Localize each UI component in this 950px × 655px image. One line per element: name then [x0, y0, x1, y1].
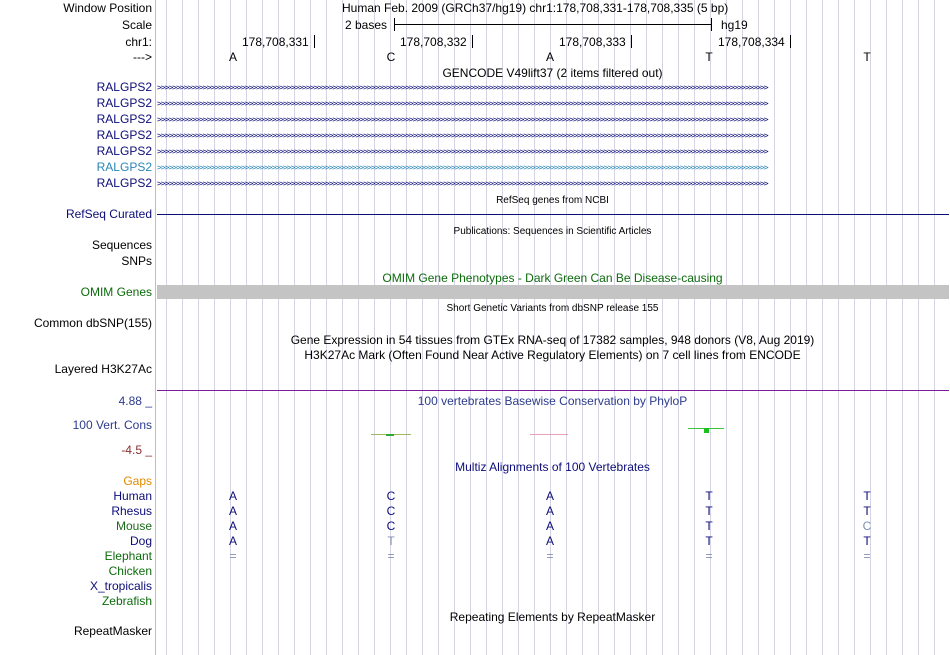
species-label: Mouse — [115, 519, 152, 533]
gencode-transcript-line[interactable]: >>>>>>>>>>>>>>>>>>>>>>>>>>>>>>>>>>>>>>>>>>>>>>>>>>>>>>>>>>>>>>>>>>>>>>>>>>>>>>>>>>>>>>>>>>>>>>>>>>>>>>>>>>>>>>>>>>>>>>>>>>>>>>>>>>>>>>>>>>>>>>>>>>>>>>>>>>>>>>>> — [157, 115, 768, 124]
alignment-base: = — [387, 549, 395, 563]
alignment-base: T — [863, 489, 871, 503]
h3k27ac-baseline — [157, 390, 949, 391]
chrom-label: chr1: — [125, 35, 152, 49]
alignment-base: A — [228, 534, 237, 548]
repeatmasker-track-label[interactable]: RepeatMasker — [73, 624, 152, 638]
species-label: Dog — [129, 534, 152, 548]
refseq-track-title: RefSeq genes from NCBI — [496, 195, 609, 206]
alignment-base: T — [387, 534, 395, 548]
alignment-base: T — [705, 534, 713, 548]
alignment-base: A — [228, 489, 237, 503]
species-label: Elephant — [104, 549, 152, 563]
scale-bar-left-tick — [394, 18, 395, 31]
alignment-base: T — [863, 504, 871, 518]
alignment-base: T — [705, 519, 713, 533]
alignment-base: = — [705, 549, 713, 563]
gencode-item-label[interactable]: RALGPS2 — [96, 144, 152, 158]
window-position-label: Window Position — [63, 1, 152, 15]
omim-feature-bar[interactable] — [157, 285, 949, 299]
scale-bar-right-tick — [711, 18, 712, 31]
alignment-base: C — [386, 519, 396, 533]
alignment-base: T — [705, 504, 713, 518]
h3k27ac-track-title: H3K27Ac Mark (Often Found Near Active Regulatory Elements) on 7 cell lines from ENCODE — [304, 348, 801, 362]
gencode-transcript-line[interactable]: >>>>>>>>>>>>>>>>>>>>>>>>>>>>>>>>>>>>>>>>>>>>>>>>>>>>>>>>>>>>>>>>>>>>>>>>>>>>>>>>>>>>>>>>>>>>>>>>>>>>>>>>>>>>>>>>>>>>>>>>>>>>>>>>>>>>>>>>>>>>>>>>>>>>>>>>>>>>>>>> — [157, 179, 768, 188]
alignment-base: A — [545, 534, 554, 548]
gtex-track-title: Gene Expression in 54 tissues from GTEx RNA-seq of 17382 samples, 948 donors (V8, Aug 2019) — [290, 333, 815, 347]
snps-track-label[interactable]: SNPs — [121, 254, 152, 268]
refseq-track-label[interactable]: RefSeq Curated — [65, 207, 152, 221]
ref-base: A — [545, 50, 554, 64]
gencode-item-label[interactable]: RALGPS2 — [96, 160, 152, 174]
sequences-track-label[interactable]: Sequences — [91, 238, 152, 252]
multiz-track-title: Multiz Alignments of 100 Vertebrates — [455, 460, 650, 474]
gencode-item-label[interactable]: RALGPS2 — [96, 96, 152, 110]
ref-base: A — [228, 50, 237, 64]
scale-assembly: hg19 — [721, 18, 748, 32]
gencode-transcript-line[interactable]: >>>>>>>>>>>>>>>>>>>>>>>>>>>>>>>>>>>>>>>>>>>>>>>>>>>>>>>>>>>>>>>>>>>>>>>>>>>>>>>>>>>>>>>>>>>>>>>>>>>>>>>>>>>>>>>>>>>>>>>>>>>>>>>>>>>>>>>>>>>>>>>>>>>>>>>>>>>>>>>> — [157, 83, 768, 92]
window-position-value: Human Feb. 2009 (GRCh37/hg19) chr1:178,708,331-178,708,335 (5 bp) — [342, 1, 729, 15]
alignment-base: A — [228, 519, 237, 533]
ref-base: T — [705, 50, 713, 64]
species-label: Human — [113, 489, 152, 503]
gencode-transcript-line[interactable]: >>>>>>>>>>>>>>>>>>>>>>>>>>>>>>>>>>>>>>>>>>>>>>>>>>>>>>>>>>>>>>>>>>>>>>>>>>>>>>>>>>>>>>>>>>>>>>>>>>>>>>>>>>>>>>>>>>>>>>>>>>>>>>>>>>>>>>>>>>>>>>>>>>>>>>>>>>>>>>>> — [157, 131, 768, 140]
gencode-transcript-line[interactable]: >>>>>>>>>>>>>>>>>>>>>>>>>>>>>>>>>>>>>>>>>>>>>>>>>>>>>>>>>>>>>>>>>>>>>>>>>>>>>>>>>>>>>>>>>>>>>>>>>>>>>>>>>>>>>>>>>>>>>>>>>>>>>>>>>>>>>>>>>>>>>>>>>>>>>>>>>>>>>>>> — [157, 163, 768, 172]
dbsnp-track-label[interactable]: Common dbSNP(155) — [33, 316, 152, 330]
gaps-label: Gaps — [123, 474, 152, 488]
gencode-track-title: GENCODE V49lift37 (2 items filtered out) — [442, 66, 663, 80]
species-label: Chicken — [108, 564, 152, 578]
label-divider — [155, 0, 156, 655]
alignment-base: C — [386, 489, 396, 503]
gencode-item-label[interactable]: RALGPS2 — [96, 80, 152, 94]
coord-label: 178,708,333 — [559, 35, 626, 49]
gencode-transcript-line[interactable]: >>>>>>>>>>>>>>>>>>>>>>>>>>>>>>>>>>>>>>>>>>>>>>>>>>>>>>>>>>>>>>>>>>>>>>>>>>>>>>>>>>>>>>>>>>>>>>>>>>>>>>>>>>>>>>>>>>>>>>>>>>>>>>>>>>>>>>>>>>>>>>>>>>>>>>>>>>>>>>>> — [157, 147, 768, 156]
ref-base: T — [863, 50, 871, 64]
phylop-max-label: 4.88 _ — [118, 394, 152, 408]
alignment-base: T — [705, 489, 713, 503]
phylop-track-label[interactable]: 100 Vert. Cons — [72, 418, 152, 432]
alignment-base: A — [545, 504, 554, 518]
omim-track-title: OMIM Gene Phenotypes - Dark Green Can Be Disease-causing — [382, 271, 723, 285]
alignment-base: A — [545, 489, 554, 503]
coord-label: 178,708,332 — [400, 35, 467, 49]
h3k27ac-track-label[interactable]: Layered H3K27Ac — [54, 362, 152, 376]
coord-tick — [631, 35, 632, 48]
coord-label: 178,708,334 — [718, 35, 785, 49]
phylop-track-title: 100 vertebrates Basewise Conservation by PhyloP — [417, 394, 688, 408]
gencode-transcript-line[interactable]: >>>>>>>>>>>>>>>>>>>>>>>>>>>>>>>>>>>>>>>>>>>>>>>>>>>>>>>>>>>>>>>>>>>>>>>>>>>>>>>>>>>>>>>>>>>>>>>>>>>>>>>>>>>>>>>>>>>>>>>>>>>>>>>>>>>>>>>>>>>>>>>>>>>>>>>>>>>>>>>> — [157, 99, 768, 108]
gencode-item-label[interactable]: RALGPS2 — [96, 128, 152, 142]
dbsnp-track-title: Short Genetic Variants from dbSNP release 155 — [446, 303, 659, 314]
alignment-base: A — [545, 519, 554, 533]
scale-value: 2 bases — [345, 18, 388, 32]
scale-label: Scale — [121, 18, 152, 32]
strand-label: ---> — [133, 50, 152, 64]
alignment-base: C — [386, 504, 396, 518]
phylop-score-mark — [530, 434, 568, 435]
alignment-base: C — [862, 519, 872, 533]
gencode-item-label[interactable]: RALGPS2 — [96, 112, 152, 126]
alignment-base: = — [229, 549, 237, 563]
phylop-score-mark — [386, 434, 394, 436]
phylop-min-label: -4.5 _ — [121, 443, 152, 457]
species-label: X_tropicalis — [89, 579, 152, 593]
coord-label: 178,708,331 — [242, 35, 309, 49]
phylop-score-mark — [704, 428, 709, 433]
species-label: Rhesus — [111, 504, 152, 518]
coord-tick — [314, 35, 315, 48]
omim-track-label[interactable]: OMIM Genes — [80, 285, 152, 299]
alignment-base: A — [228, 504, 237, 518]
species-label: Zebrafish — [101, 594, 152, 608]
alignment-base: = — [863, 549, 871, 563]
repeatmasker-track-title: Repeating Elements by RepeatMasker — [449, 610, 656, 624]
alignment-base: T — [863, 534, 871, 548]
scale-bar — [394, 24, 711, 25]
publications-track-title: Publications: Sequences in Scientific Articles — [453, 226, 652, 237]
alignment-base: = — [546, 549, 554, 563]
gencode-item-label[interactable]: RALGPS2 — [96, 176, 152, 190]
refseq-gene-line[interactable] — [157, 214, 949, 215]
coord-tick — [472, 35, 473, 48]
ref-base: C — [386, 50, 396, 64]
coord-tick — [790, 35, 791, 48]
